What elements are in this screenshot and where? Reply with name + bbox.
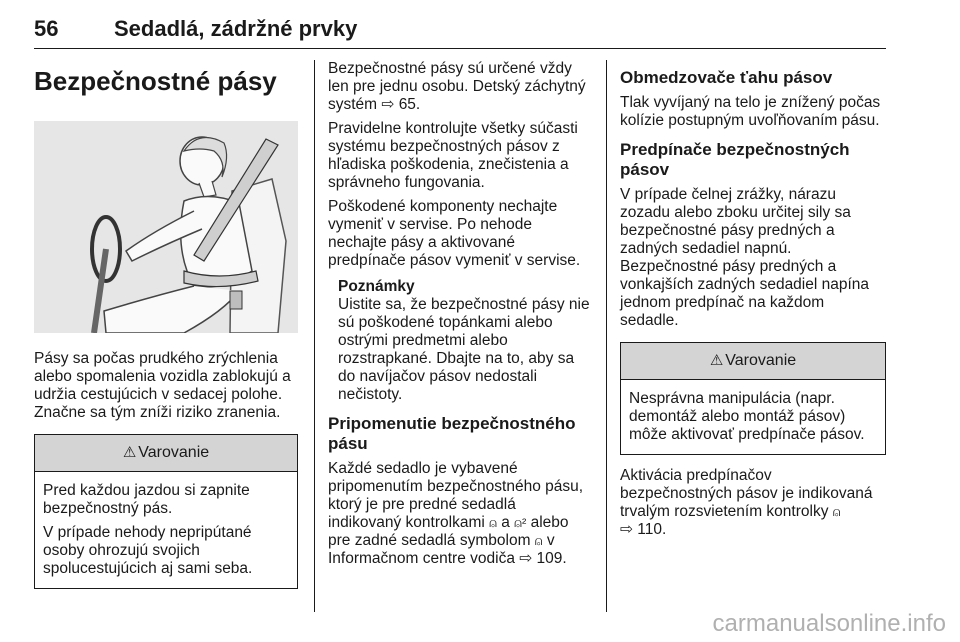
seatbelt-driver-illustration xyxy=(34,121,298,333)
text-run: Aktivácia predpínačov bezpečnostných pásov je indikovaná trvalým rozsvietením kontrolky xyxy=(620,467,873,520)
paragraph: V prípade čelnej zrážky, nárazu zozadu alebo zboku určitej sily sa bezpečnostné pásy predných a zadných sedadiel napnú. xyxy=(620,186,851,257)
warning-body xyxy=(621,380,885,454)
text-run: a xyxy=(496,514,515,531)
text-run: alebo pre zadné sedadlá symbolom xyxy=(328,514,569,549)
chapter-title: Sedadlá, zádržné prvky xyxy=(114,16,358,41)
column-divider xyxy=(314,60,315,612)
seatbelt-reminder-icon: ⍝ xyxy=(489,515,497,530)
paragraph: Bezpečnostné pásy predných a vonkajších zadných sedadiel napína jednom predpínač na každom sedadle. xyxy=(620,258,870,329)
pretensioner-warning-icon: ⍝ xyxy=(832,504,841,519)
text-run: ⇨ 110. xyxy=(620,521,667,538)
column-2 xyxy=(328,60,592,568)
section-heading: Pripomenutie bezpečnostného pásu xyxy=(328,414,576,453)
seatbelt-reminder-passenger-icon: ⍝² xyxy=(514,515,527,530)
paragraph xyxy=(620,467,886,539)
page-number: 56 xyxy=(34,16,59,41)
warning-text: Pred každou jazdou si zapnite bezpečnostný pás. xyxy=(43,482,250,517)
warning-box xyxy=(34,434,298,589)
text-run: v Informačnom centre vodiča ⇨ 109. xyxy=(328,532,567,567)
column-3 xyxy=(620,60,886,539)
paragraph: Bezpečnostné pásy sú určené vždy len pre jednu osobu. Detský záchytný systém ⇨ 65. xyxy=(328,60,586,113)
warning-triangle-icon: ⚠ xyxy=(709,352,724,369)
warning-heading: Varovanie xyxy=(138,444,210,461)
warning-body xyxy=(35,472,297,588)
column-1 xyxy=(34,60,298,589)
section-heading: Predpínače bezpečnostných pásov xyxy=(620,140,850,179)
text-run: Každé sedadlo je vybavené pripomenutím bezpečnostného pásu, ktorý je pre predné sedadlá indikovaný kontrolkami xyxy=(328,460,584,531)
paragraph: Poškodené komponenty nechajte vymeniť v servise. Po nehode nechajte pásy a aktivované predpínače pásov vymeniť v servise. xyxy=(328,198,581,269)
warning-header xyxy=(621,343,885,380)
warning-triangle-icon: ⚠ xyxy=(122,444,137,461)
note-title: Poznámky xyxy=(338,278,415,295)
page-header xyxy=(34,10,886,49)
warning-box xyxy=(620,342,886,455)
warning-text: V prípade nehody nepripútané osoby ohrozujú svojich spolucestujúcich aj sami seba. xyxy=(43,524,253,577)
section-title: Bezpečnostné pásy xyxy=(34,66,277,96)
seatbelt-reminder-rear-icon: ⍝ xyxy=(534,533,543,548)
column-divider xyxy=(606,60,607,612)
warning-text: Nesprávna manipulácia (napr. demontáž alebo montáž pásov) môže aktivovať predpínače pásov. xyxy=(629,390,865,443)
paragraph xyxy=(328,460,592,568)
note-block xyxy=(328,278,592,404)
paragraph: Tlak vyvíjaný na telo je znížený počas kolízie postupným uvoľňovaním pásu. xyxy=(620,94,881,129)
section-heading: Obmedzovače ťahu pásov xyxy=(620,68,833,87)
intro-paragraph: Pásy sa počas prudkého zrýchlenia alebo spomalenia vozidla zablokujú a udržia cestujúcich v sedacej polohe. Značne sa tým zníži riziko zranenia. xyxy=(34,350,291,421)
note-text: Uistite sa, že bezpečnostné pásy nie sú poškodené topánkami alebo ostrými predmetmi alebo rozstrapkané. Dbajte na to, aby sa do navíjačov pásov nedostali nečistoty. xyxy=(338,296,590,403)
watermark: carmanualsonline.info xyxy=(712,610,946,637)
warning-header xyxy=(35,435,297,472)
paragraph: Pravidelne kontrolujte všetky súčasti systému bezpečnostných pásov z hľadiska poškodenia, znečistenia a správneho fungovania. xyxy=(328,120,578,191)
seatbelt-driver-illustration-icon xyxy=(34,121,298,333)
warning-heading: Varovanie xyxy=(725,352,797,369)
